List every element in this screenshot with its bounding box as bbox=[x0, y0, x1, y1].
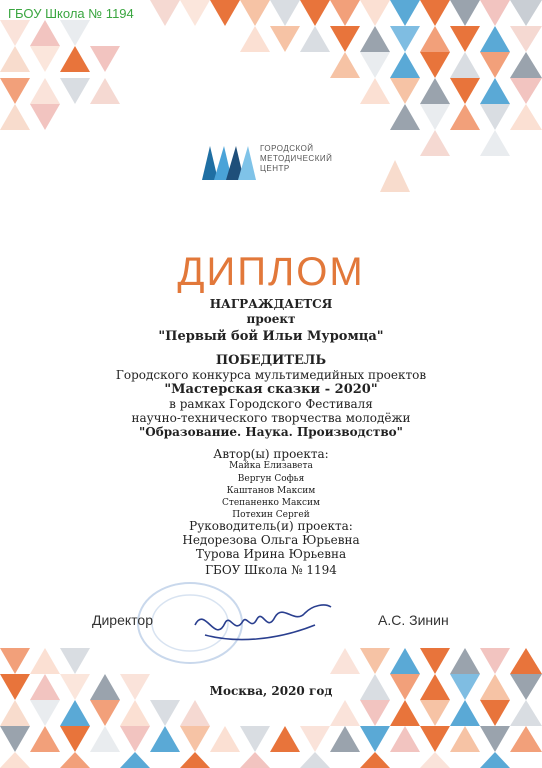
supervisors-label: Руководитель(и) проекта: bbox=[189, 519, 353, 533]
bottom-triangle-pattern bbox=[0, 648, 542, 768]
festival-line-1: в рамках Городского Фестиваля bbox=[169, 397, 373, 411]
logo-line-2: МЕТОДИЧЕСКИЙ bbox=[260, 154, 333, 163]
winner-heading: ПОБЕДИТЕЛЬ bbox=[215, 353, 327, 368]
author-name: Потехин Сергей bbox=[232, 510, 310, 520]
author-name: Степаненко Максим bbox=[221, 498, 321, 508]
project-name: "Первый бой Ильи Муромца" bbox=[158, 329, 384, 344]
organization-logo bbox=[200, 140, 350, 184]
supervisor-name: Недорезова Ольга Юрьевна bbox=[182, 533, 360, 547]
logo-line-3: ЦЕНТР bbox=[260, 164, 290, 173]
director-signature bbox=[185, 595, 335, 655]
director-label: Директор bbox=[92, 612, 153, 628]
footer-place-year: Москва, 2020 год bbox=[209, 684, 333, 698]
awarded-heading: НАГРАЖДАЕТСЯ bbox=[209, 297, 333, 311]
school-name: ГБОУ Школа № 1194 bbox=[205, 563, 337, 577]
director-name: А.С. Зинин bbox=[378, 612, 449, 628]
logo-text bbox=[260, 144, 332, 174]
logo-mark-icon bbox=[200, 140, 256, 180]
logo-line-1: ГОРОДСКОЙ bbox=[260, 144, 314, 153]
author-name: Вергун Софья bbox=[237, 474, 305, 484]
contest-name: "Мастерская сказки - 2020" bbox=[164, 382, 378, 397]
festival-line-2: научно-технического творчества молодёжи bbox=[131, 411, 411, 425]
supervisor-name: Турова Ирина Юрьевна bbox=[195, 547, 347, 561]
author-name: Каштанов Максим bbox=[226, 486, 316, 496]
festival-name: "Образование. Наука. Производство" bbox=[139, 425, 403, 439]
diploma-title: ДИПЛОМ bbox=[177, 250, 365, 294]
watermark: ГБОУ Школа № 1194 bbox=[8, 6, 134, 21]
contest-line: Городского конкурса мультимедийных проектов bbox=[115, 368, 427, 382]
authors-label: Автор(ы) проекта: bbox=[213, 447, 329, 461]
project-word: проект bbox=[246, 312, 296, 326]
author-name: Майка Елизавета bbox=[229, 461, 313, 471]
